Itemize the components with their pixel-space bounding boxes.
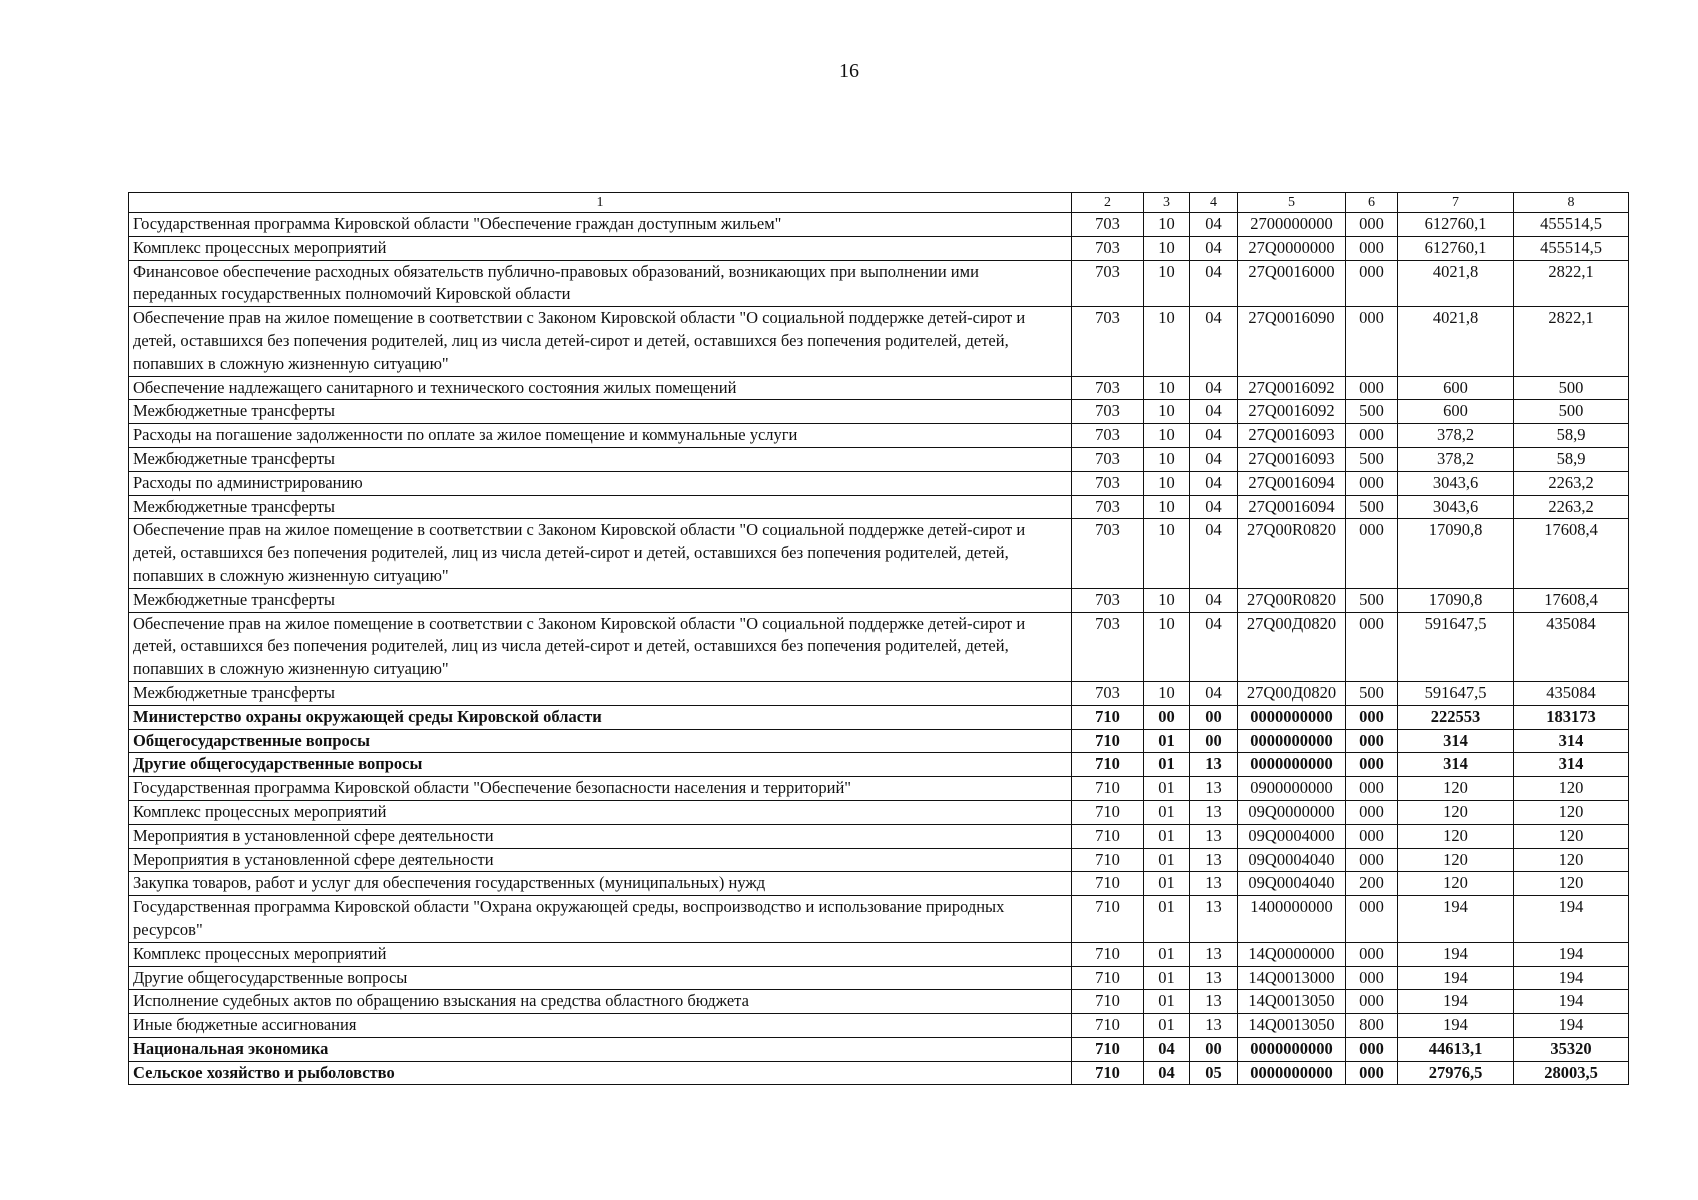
expense-type-cell: 000 (1346, 896, 1398, 943)
table-row (129, 942, 1629, 966)
row-name-cell: Комплекс процессных мероприятий (129, 942, 1072, 966)
target-article-cell: 09Q0004000 (1238, 824, 1346, 848)
expense-type-cell: 000 (1346, 213, 1398, 237)
expense-type-cell: 000 (1346, 471, 1398, 495)
chapter-code-cell: 703 (1072, 471, 1144, 495)
target-article-cell: 14Q0000000 (1238, 942, 1346, 966)
table-row (129, 1061, 1629, 1085)
section-cell: 10 (1144, 681, 1190, 705)
expense-type-cell: 500 (1346, 447, 1398, 471)
table-row (129, 800, 1629, 824)
section-cell: 10 (1144, 519, 1190, 588)
column-number-header: 2 (1072, 193, 1144, 213)
amount-year1-cell: 194 (1398, 1014, 1514, 1038)
amount-year2-cell: 435084 (1514, 612, 1629, 681)
page-number: 16 (839, 60, 859, 82)
amount-year1-cell: 3043,6 (1398, 495, 1514, 519)
amount-year2-cell: 194 (1514, 966, 1629, 990)
amount-year2-cell: 120 (1514, 777, 1629, 801)
subsection-cell: 13 (1190, 942, 1238, 966)
row-name-cell: Межбюджетные трансферты (129, 681, 1072, 705)
section-cell: 10 (1144, 424, 1190, 448)
row-name-cell: Обеспечение прав на жилое помещение в соответствии с Законом Кировской области "О социальной поддержке детей-сирот и детей, оставшихся без попечения родителей, лиц из числа детей-сирот и детей, оставшихся без попечения родителей, детей, попавших в сложную жизненную ситуацию" (129, 307, 1072, 376)
chapter-code-cell: 710 (1072, 896, 1144, 943)
target-article-cell: 27Q0016093 (1238, 447, 1346, 471)
chapter-code-cell: 710 (1072, 729, 1144, 753)
table-row (129, 753, 1629, 777)
target-article-cell: 27Q0016093 (1238, 424, 1346, 448)
amount-year2-cell: 194 (1514, 1014, 1629, 1038)
expense-type-cell: 500 (1346, 681, 1398, 705)
amount-year1-cell: 194 (1398, 966, 1514, 990)
subsection-cell: 00 (1190, 729, 1238, 753)
chapter-code-cell: 703 (1072, 307, 1144, 376)
subsection-cell: 04 (1190, 236, 1238, 260)
chapter-code-cell: 703 (1072, 400, 1144, 424)
table-body (129, 213, 1629, 1085)
row-name-cell: Мероприятия в установленной сфере деятельности (129, 848, 1072, 872)
target-article-cell: 0000000000 (1238, 753, 1346, 777)
target-article-cell: 14Q0013000 (1238, 966, 1346, 990)
target-article-cell: 27Q0016000 (1238, 260, 1346, 307)
row-name-cell: Расходы на погашение задолженности по оплате за жилое помещение и коммунальные услуги (129, 424, 1072, 448)
expense-type-cell: 000 (1346, 705, 1398, 729)
expense-type-cell: 000 (1346, 1061, 1398, 1085)
amount-year2-cell: 17608,4 (1514, 519, 1629, 588)
subsection-cell: 13 (1190, 753, 1238, 777)
amount-year1-cell: 314 (1398, 729, 1514, 753)
section-cell: 10 (1144, 588, 1190, 612)
amount-year1-cell: 194 (1398, 990, 1514, 1014)
expense-type-cell: 000 (1346, 307, 1398, 376)
row-name-cell: Сельское хозяйство и рыболовство (129, 1061, 1072, 1085)
subsection-cell: 13 (1190, 800, 1238, 824)
row-name-cell: Комплекс процессных мероприятий (129, 236, 1072, 260)
column-number-header: 3 (1144, 193, 1190, 213)
amount-year1-cell: 3043,6 (1398, 471, 1514, 495)
expense-type-cell: 800 (1346, 1014, 1398, 1038)
section-cell: 10 (1144, 471, 1190, 495)
table-row (129, 376, 1629, 400)
column-number-header: 6 (1346, 193, 1398, 213)
expense-type-cell: 000 (1346, 753, 1398, 777)
expense-type-cell: 000 (1346, 990, 1398, 1014)
header-row (129, 193, 1629, 213)
amount-year2-cell: 120 (1514, 800, 1629, 824)
amount-year2-cell: 17608,4 (1514, 588, 1629, 612)
section-cell: 10 (1144, 236, 1190, 260)
amount-year2-cell: 2822,1 (1514, 307, 1629, 376)
table-row (129, 471, 1629, 495)
amount-year2-cell: 120 (1514, 872, 1629, 896)
amount-year2-cell: 120 (1514, 824, 1629, 848)
expense-type-cell: 000 (1346, 236, 1398, 260)
row-name-cell: Расходы по администрированию (129, 471, 1072, 495)
row-name-cell: Межбюджетные трансферты (129, 400, 1072, 424)
target-article-cell: 09Q0000000 (1238, 800, 1346, 824)
subsection-cell: 04 (1190, 424, 1238, 448)
subsection-cell: 13 (1190, 966, 1238, 990)
amount-year1-cell: 378,2 (1398, 424, 1514, 448)
subsection-cell: 04 (1190, 400, 1238, 424)
row-name-cell: Мероприятия в установленной сфере деятельности (129, 824, 1072, 848)
amount-year2-cell: 35320 (1514, 1037, 1629, 1061)
row-name-cell: Государственная программа Кировской области "Обеспечение безопасности населения и территорий" (129, 777, 1072, 801)
amount-year2-cell: 194 (1514, 942, 1629, 966)
section-cell: 01 (1144, 966, 1190, 990)
amount-year1-cell: 194 (1398, 896, 1514, 943)
table-row (129, 260, 1629, 307)
subsection-cell: 04 (1190, 471, 1238, 495)
row-name-cell: Закупка товаров, работ и услуг для обеспечения государственных (муниципальных) нужд (129, 872, 1072, 896)
target-article-cell: 27Q00Д0820 (1238, 681, 1346, 705)
amount-year1-cell: 4021,8 (1398, 260, 1514, 307)
section-cell: 01 (1144, 729, 1190, 753)
amount-year2-cell: 183173 (1514, 705, 1629, 729)
table-row (129, 896, 1629, 943)
amount-year2-cell: 58,9 (1514, 447, 1629, 471)
amount-year2-cell: 28003,5 (1514, 1061, 1629, 1085)
subsection-cell: 04 (1190, 213, 1238, 237)
table-row (129, 307, 1629, 376)
expense-type-cell: 000 (1346, 777, 1398, 801)
column-number-header: 5 (1238, 193, 1346, 213)
amount-year2-cell: 435084 (1514, 681, 1629, 705)
section-cell: 01 (1144, 824, 1190, 848)
amount-year2-cell: 2822,1 (1514, 260, 1629, 307)
amount-year2-cell: 314 (1514, 753, 1629, 777)
table-header (129, 193, 1629, 213)
table-row (129, 424, 1629, 448)
row-name-cell: Иные бюджетные ассигнования (129, 1014, 1072, 1038)
target-article-cell: 27Q0016094 (1238, 471, 1346, 495)
target-article-cell: 09Q0004040 (1238, 872, 1346, 896)
amount-year1-cell: 120 (1398, 800, 1514, 824)
amount-year1-cell: 600 (1398, 376, 1514, 400)
chapter-code-cell: 710 (1072, 872, 1144, 896)
chapter-code-cell: 710 (1072, 1061, 1144, 1085)
subsection-cell: 04 (1190, 447, 1238, 471)
section-cell: 04 (1144, 1061, 1190, 1085)
amount-year2-cell: 314 (1514, 729, 1629, 753)
chapter-code-cell: 703 (1072, 447, 1144, 471)
table-row (129, 777, 1629, 801)
expense-type-cell: 000 (1346, 1037, 1398, 1061)
column-number-header: 7 (1398, 193, 1514, 213)
table-row (129, 519, 1629, 588)
chapter-code-cell: 710 (1072, 990, 1144, 1014)
chapter-code-cell: 710 (1072, 1037, 1144, 1061)
chapter-code-cell: 710 (1072, 800, 1144, 824)
chapter-code-cell: 703 (1072, 681, 1144, 705)
expense-type-cell: 000 (1346, 729, 1398, 753)
amount-year2-cell: 455514,5 (1514, 236, 1629, 260)
chapter-code-cell: 710 (1072, 966, 1144, 990)
section-cell: 01 (1144, 896, 1190, 943)
chapter-code-cell: 703 (1072, 588, 1144, 612)
amount-year2-cell: 194 (1514, 896, 1629, 943)
target-article-cell: 27Q0016094 (1238, 495, 1346, 519)
subsection-cell: 04 (1190, 495, 1238, 519)
section-cell: 10 (1144, 307, 1190, 376)
amount-year2-cell: 194 (1514, 990, 1629, 1014)
row-name-cell: Обеспечение прав на жилое помещение в соответствии с Законом Кировской области "О социальной поддержке детей-сирот и детей, оставшихся без попечения родителей, лиц из числа детей-сирот и детей, оставшихся без попечения родителей, детей, попавших в сложную жизненную ситуацию" (129, 519, 1072, 588)
subsection-cell: 04 (1190, 588, 1238, 612)
table-row (129, 872, 1629, 896)
target-article-cell: 14Q0013050 (1238, 990, 1346, 1014)
section-cell: 10 (1144, 376, 1190, 400)
amount-year1-cell: 17090,8 (1398, 519, 1514, 588)
subsection-cell: 04 (1190, 260, 1238, 307)
table-row (129, 612, 1629, 681)
target-article-cell: 1400000000 (1238, 896, 1346, 943)
subsection-cell: 13 (1190, 777, 1238, 801)
table-row (129, 705, 1629, 729)
table-row (129, 447, 1629, 471)
subsection-cell: 04 (1190, 612, 1238, 681)
amount-year1-cell: 27976,5 (1398, 1061, 1514, 1085)
subsection-cell: 00 (1190, 705, 1238, 729)
section-cell: 01 (1144, 848, 1190, 872)
chapter-code-cell: 710 (1072, 942, 1144, 966)
expense-type-cell: 000 (1346, 424, 1398, 448)
section-cell: 10 (1144, 447, 1190, 471)
subsection-cell: 13 (1190, 990, 1238, 1014)
target-article-cell: 27Q0016090 (1238, 307, 1346, 376)
section-cell: 10 (1144, 495, 1190, 519)
subsection-cell: 13 (1190, 824, 1238, 848)
chapter-code-cell: 710 (1072, 777, 1144, 801)
target-article-cell: 2700000000 (1238, 213, 1346, 237)
chapter-code-cell: 703 (1072, 260, 1144, 307)
table-row (129, 729, 1629, 753)
expense-type-cell: 000 (1346, 824, 1398, 848)
chapter-code-cell: 703 (1072, 236, 1144, 260)
row-name-cell: Межбюджетные трансферты (129, 495, 1072, 519)
chapter-code-cell: 710 (1072, 705, 1144, 729)
subsection-cell: 00 (1190, 1037, 1238, 1061)
amount-year2-cell: 2263,2 (1514, 495, 1629, 519)
expense-type-cell: 000 (1346, 519, 1398, 588)
section-cell: 10 (1144, 612, 1190, 681)
expense-type-cell: 500 (1346, 400, 1398, 424)
table-row (129, 1014, 1629, 1038)
chapter-code-cell: 710 (1072, 848, 1144, 872)
target-article-cell: 0900000000 (1238, 777, 1346, 801)
target-article-cell: 0000000000 (1238, 1061, 1346, 1085)
subsection-cell: 13 (1190, 872, 1238, 896)
expense-type-cell: 000 (1346, 260, 1398, 307)
subsection-cell: 04 (1190, 307, 1238, 376)
section-cell: 00 (1144, 705, 1190, 729)
table-row (129, 1037, 1629, 1061)
table-row (129, 495, 1629, 519)
section-cell: 01 (1144, 872, 1190, 896)
row-name-cell: Обеспечение прав на жилое помещение в соответствии с Законом Кировской области "О социальной поддержке детей-сирот и детей, оставшихся без попечения родителей, лиц из числа детей-сирот и детей, оставшихся без попечения родителей, детей, попавших в сложную жизненную ситуацию" (129, 612, 1072, 681)
row-name-cell: Обеспечение надлежащего санитарного и технического состояния жилых помещений (129, 376, 1072, 400)
target-article-cell: 27Q0000000 (1238, 236, 1346, 260)
table-row (129, 588, 1629, 612)
chapter-code-cell: 710 (1072, 1014, 1144, 1038)
chapter-code-cell: 703 (1072, 376, 1144, 400)
column-number-header: 4 (1190, 193, 1238, 213)
amount-year1-cell: 591647,5 (1398, 681, 1514, 705)
subsection-cell: 04 (1190, 681, 1238, 705)
amount-year1-cell: 120 (1398, 777, 1514, 801)
amount-year1-cell: 120 (1398, 824, 1514, 848)
amount-year1-cell: 600 (1398, 400, 1514, 424)
amount-year2-cell: 2263,2 (1514, 471, 1629, 495)
expense-type-cell: 000 (1346, 848, 1398, 872)
amount-year1-cell: 4021,8 (1398, 307, 1514, 376)
section-cell: 04 (1144, 1037, 1190, 1061)
table-row (129, 848, 1629, 872)
expense-type-cell: 200 (1346, 872, 1398, 896)
chapter-code-cell: 710 (1072, 753, 1144, 777)
column-number-header: 8 (1514, 193, 1629, 213)
expense-type-cell: 000 (1346, 966, 1398, 990)
subsection-cell: 13 (1190, 1014, 1238, 1038)
row-name-cell: Государственная программа Кировской области "Обеспечение граждан доступным жильем" (129, 213, 1072, 237)
chapter-code-cell: 703 (1072, 612, 1144, 681)
amount-year1-cell: 17090,8 (1398, 588, 1514, 612)
subsection-cell: 04 (1190, 519, 1238, 588)
amount-year1-cell: 612760,1 (1398, 213, 1514, 237)
row-name-cell: Межбюджетные трансферты (129, 447, 1072, 471)
chapter-code-cell: 703 (1072, 424, 1144, 448)
amount-year1-cell: 314 (1398, 753, 1514, 777)
expense-type-cell: 500 (1346, 495, 1398, 519)
target-article-cell: 27Q0016092 (1238, 376, 1346, 400)
table-row (129, 824, 1629, 848)
amount-year2-cell: 455514,5 (1514, 213, 1629, 237)
target-article-cell: 27Q00R0820 (1238, 519, 1346, 588)
column-number-header: 1 (129, 193, 1072, 213)
amount-year2-cell: 500 (1514, 400, 1629, 424)
expense-type-cell: 000 (1346, 376, 1398, 400)
chapter-code-cell: 703 (1072, 519, 1144, 588)
expense-type-cell: 000 (1346, 800, 1398, 824)
amount-year1-cell: 222553 (1398, 705, 1514, 729)
section-cell: 01 (1144, 777, 1190, 801)
row-name-cell: Финансовое обеспечение расходных обязательств публично-правовых образований, возникающих при выполнении ими переданных государственных полномочий Кировской области (129, 260, 1072, 307)
section-cell: 01 (1144, 990, 1190, 1014)
row-name-cell: Исполнение судебных актов по обращению взыскания на средства областного бюджета (129, 990, 1072, 1014)
subsection-cell: 13 (1190, 896, 1238, 943)
amount-year1-cell: 44613,1 (1398, 1037, 1514, 1061)
subsection-cell: 13 (1190, 848, 1238, 872)
subsection-cell: 04 (1190, 376, 1238, 400)
section-cell: 10 (1144, 400, 1190, 424)
table-row (129, 400, 1629, 424)
amount-year1-cell: 612760,1 (1398, 236, 1514, 260)
section-cell: 10 (1144, 260, 1190, 307)
target-article-cell: 09Q0004040 (1238, 848, 1346, 872)
target-article-cell: 0000000000 (1238, 729, 1346, 753)
chapter-code-cell: 703 (1072, 213, 1144, 237)
budget-table (128, 192, 1629, 1085)
row-name-cell: Национальная экономика (129, 1037, 1072, 1061)
amount-year2-cell: 58,9 (1514, 424, 1629, 448)
target-article-cell: 0000000000 (1238, 705, 1346, 729)
table-row (129, 236, 1629, 260)
expense-type-cell: 000 (1346, 942, 1398, 966)
row-name-cell: Межбюджетные трансферты (129, 588, 1072, 612)
amount-year1-cell: 378,2 (1398, 447, 1514, 471)
expense-type-cell: 000 (1346, 612, 1398, 681)
row-name-cell: Министерство охраны окружающей среды Кировской области (129, 705, 1072, 729)
amount-year1-cell: 194 (1398, 942, 1514, 966)
target-article-cell: 27Q00Д0820 (1238, 612, 1346, 681)
amount-year1-cell: 120 (1398, 848, 1514, 872)
amount-year2-cell: 500 (1514, 376, 1629, 400)
table-row (129, 681, 1629, 705)
table-row (129, 990, 1629, 1014)
chapter-code-cell: 703 (1072, 495, 1144, 519)
target-article-cell: 27Q00R0820 (1238, 588, 1346, 612)
section-cell: 01 (1144, 942, 1190, 966)
table-row (129, 966, 1629, 990)
row-name-cell: Другие общегосударственные вопросы (129, 966, 1072, 990)
amount-year1-cell: 591647,5 (1398, 612, 1514, 681)
chapter-code-cell: 710 (1072, 824, 1144, 848)
target-article-cell: 14Q0013050 (1238, 1014, 1346, 1038)
row-name-cell: Государственная программа Кировской области "Охрана окружающей среды, воспроизводство и использование природных ресурсов" (129, 896, 1072, 943)
row-name-cell: Другие общегосударственные вопросы (129, 753, 1072, 777)
section-cell: 10 (1144, 213, 1190, 237)
expense-type-cell: 500 (1346, 588, 1398, 612)
target-article-cell: 0000000000 (1238, 1037, 1346, 1061)
section-cell: 01 (1144, 800, 1190, 824)
table-row (129, 213, 1629, 237)
subsection-cell: 05 (1190, 1061, 1238, 1085)
section-cell: 01 (1144, 1014, 1190, 1038)
row-name-cell: Комплекс процессных мероприятий (129, 800, 1072, 824)
target-article-cell: 27Q0016092 (1238, 400, 1346, 424)
amount-year2-cell: 120 (1514, 848, 1629, 872)
section-cell: 01 (1144, 753, 1190, 777)
row-name-cell: Общегосударственные вопросы (129, 729, 1072, 753)
amount-year1-cell: 120 (1398, 872, 1514, 896)
